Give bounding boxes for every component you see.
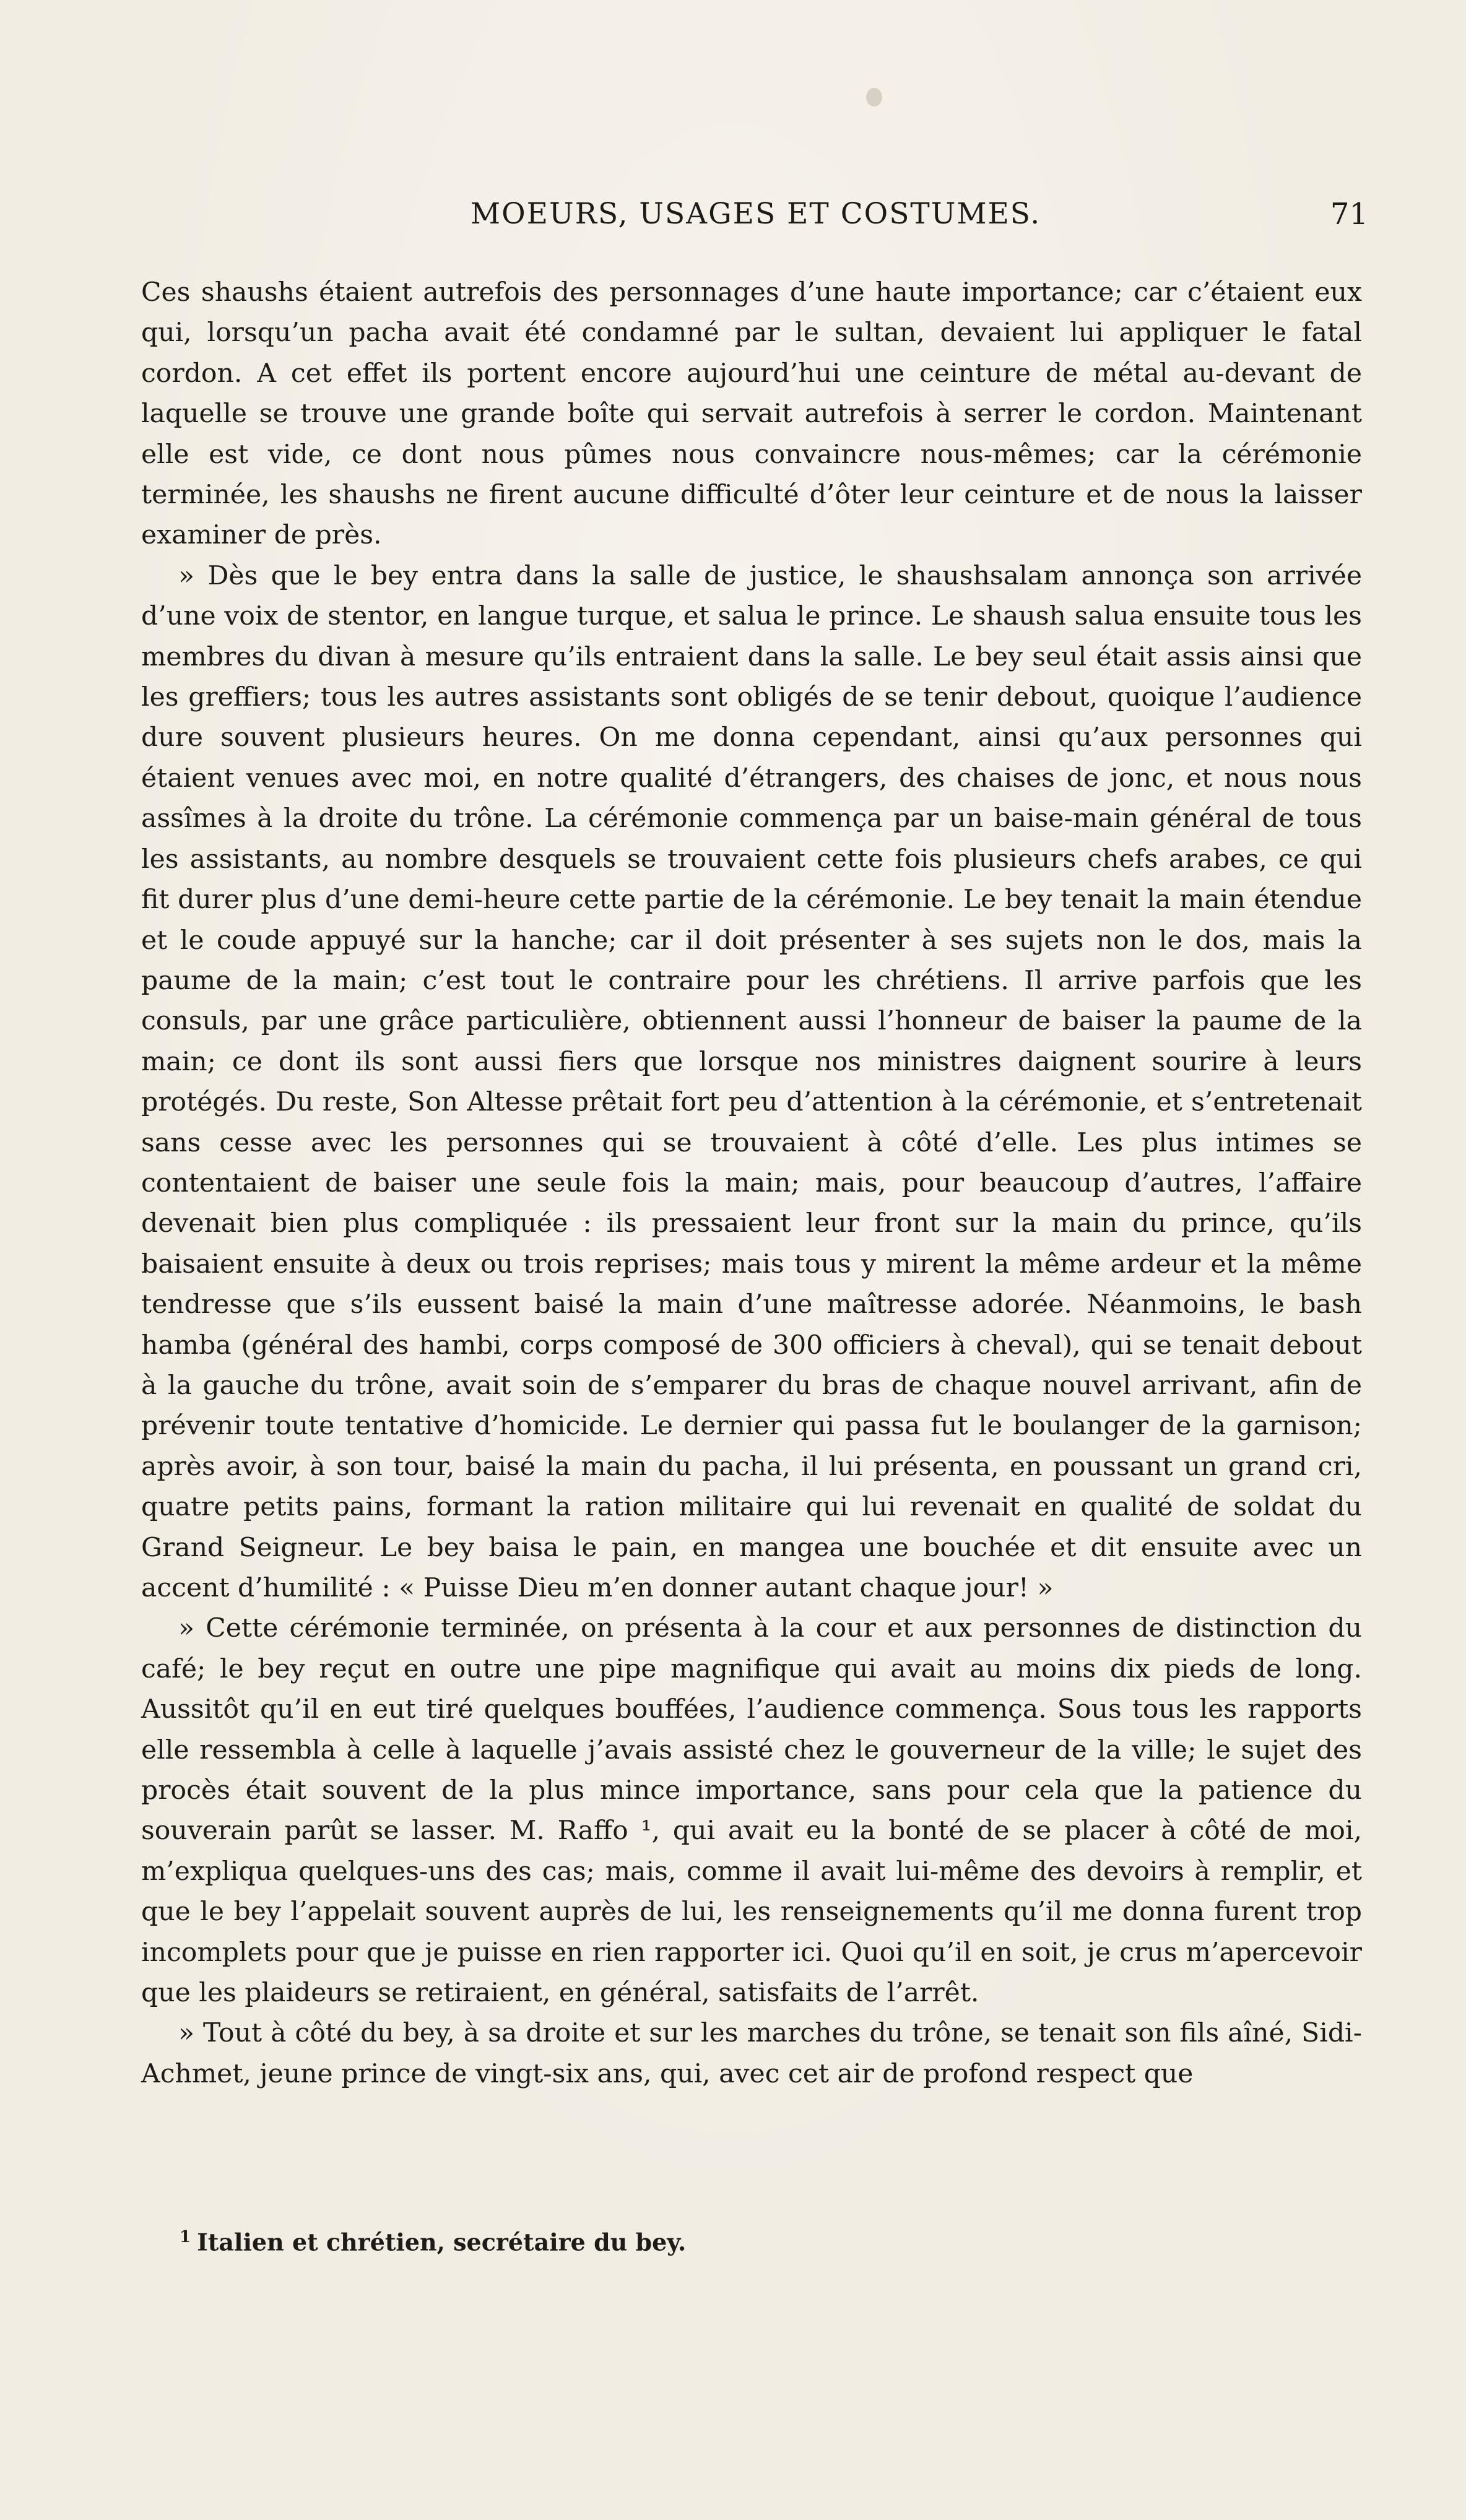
page-number: 71 [1330, 197, 1368, 232]
footnote [180, 2221, 1294, 2259]
paragraph-4: » Tout à côté du bey, à sa droite et sur les marches du trône, se tenait son fils aîné, Sidi-Achmet, jeune prince de vingt-six ans, qui, avec cet air de profond respect que [141, 2018, 1362, 2089]
paragraph-1: Ces shaushs étaient autrefois des personnages d’une haute importance; car c’étaient eux qui, lorsqu’un pacha avait été condamné par le sultan, devaient lui appliquer le fatal cordon. A cet effet ils portent encore aujourd’hui une ceinture de métal au-devant de laquelle se trouve une grande boîte qui servait autrefois à serrer le cordon. Maintenant elle est vide, ce dont nous pûmes nous convaincre nous-mêmes; car la cérémonie terminée, les shaushs ne firent aucune difficulté d’ôter leur ceinture et de nous la laisser examiner de près. [141, 277, 1362, 551]
footnote-text: Italien et chrétien, secrétaire du bey. [197, 2228, 687, 2256]
footnote-mark: 1 [180, 2228, 191, 2246]
running-title: MOEURS, USAGES ET COSTUMES. [471, 197, 1041, 231]
body-text [141, 272, 1362, 2094]
page-header [142, 197, 1368, 240]
paragraph-2: » Dès que le bey entra dans la salle de justice, le shaushsalam annonça son arrivée d’une voix de stentor, en langue turque, et salua le prince. Le shaush salua ensuite tous les membres du divan à mesure qu’ils entraient dans la salle. Le bey seul était assis ainsi que les greffiers; tous les autres assistants sont obligés de se tenir debout, quoique l’audience dure souvent plusieurs heures. On me donna cependant, ainsi qu’aux personnes qui étaient venues avec moi, en notre qualité d’étrangers, des chaises de jonc, et nous nous assîmes à la droite du trône. La cérémonie commença par un baise-main général de tous les assistants, au nombre desquels se trouvaient cette fois plusieurs chefs arabes, ce qui fit durer plus d’une demi-heure cette partie de la cérémonie. Le bey tenait la main étendue et le coude appuyé sur la hanche; car il doit présenter à ses sujets non le dos, mais la paume de la main; c’est tout le contraire pour les chrétiens. Il arrive parfois que les consuls, par une grâce particulière, obtiennent aussi l’honneur de baiser la paume de la main; ce dont ils sont aussi fiers que lorsque nos ministres daignent sourire à leurs protégés. Du reste, Son Altesse prêtait fort peu d’attention à la cérémonie, et s’entretenait sans cesse avec les personnes qui se trouvaient à côté d’elle. Les plus intimes se contentaient de baiser une seule fois la main; mais, pour beaucoup d’autres, l’affaire devenait bien plus compliquée : ils pressaient leur front sur la main du prince, qu’ils baisaient ensuite à deux ou trois reprises; mais tous y mirent la même ardeur et la même tendresse que s’ils eussent baisé la main d’une maîtresse adorée. Néanmoins, le bash hamba (général des hambi, corps composé de 300 officiers à cheval), qui se tenait debout à la gauche du trône, avait soin de s’emparer du bras de chaque nouvel arrivant, afin de prévenir toute tentative d’homicide. Le dernier qui passa fut le boulanger de la garnison; après avoir, à son tour, baisé la main du pacha, il lui présenta, en poussant un grand cri, quatre petits pains, formant la ration militaire qui lui revenait en qualité de soldat du Grand Seigneur. Le bey baisa le pain, en mangea une bouchée et dit ensuite avec un accent d’humilité : « Puisse Dieu m’en donner autant chaque jour! » [141, 560, 1362, 1603]
paragraph-3: » Cette cérémonie terminée, on présenta à la cour et aux personnes de distinction du café; le bey reçut en outre une pipe magnifique qui avait au moins dix pieds de long. Aussitôt qu’il en eut tiré quelques bouffées, l’audience commença. Sous tous les rapports elle ressembla à celle à laquelle j’avais assisté chez le gouverneur de la ville; le sujet des procès était souvent de la plus mince importance, sans pour cela que la patience du souverain parût se lasser. M. Raffo ¹, qui avait eu la bonté de se placer à côté de moi, m’expliqua quelques-uns des cas; mais, comme il avait lui-même des devoirs à remplir, et que le bey l’appelait souvent auprès de lui, les renseignements qu’il me donna furent trop incomplets pour que je puisse en rien rapporter ici. Quoi qu’il en soit, je crus m’apercevoir que les plaideurs se retiraient, en général, satisfaits de l’arrêt. [141, 1613, 1362, 2009]
ink-spot [866, 88, 882, 106]
